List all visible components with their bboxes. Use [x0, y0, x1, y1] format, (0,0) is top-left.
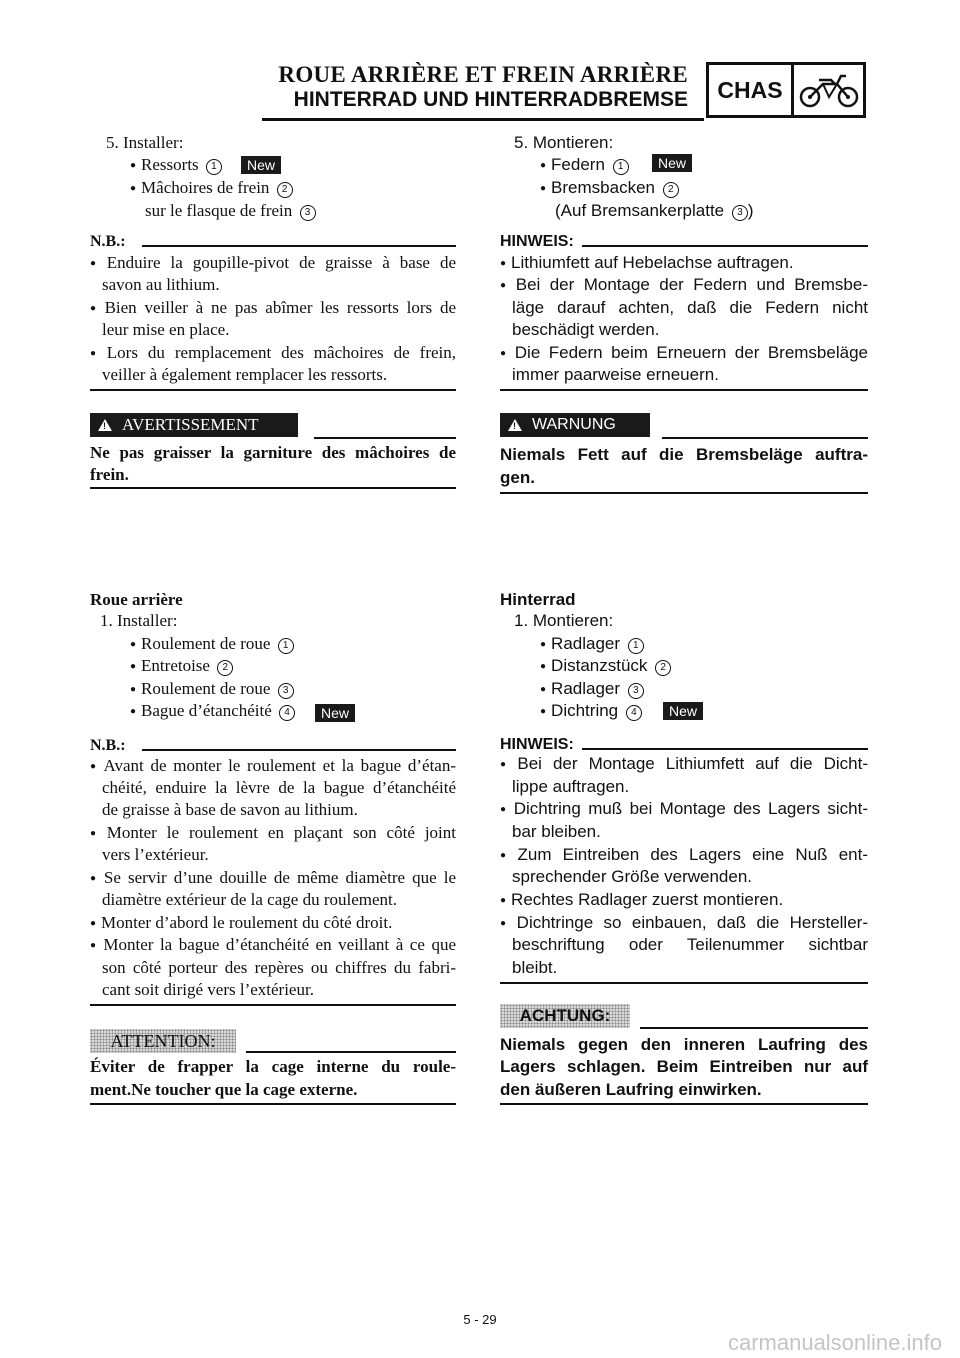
de-note2-line: bar bleiben. [512, 822, 601, 841]
fr-note1-head: N.B.: [90, 233, 126, 250]
fr-warning-line: Ne pas graisser la garniture des mâchoires de [90, 443, 456, 462]
fr-wheel-title: Roue arrière [90, 590, 183, 609]
caution-end-rule [500, 1103, 868, 1105]
fr-step5-item-1: ● Ressorts 1 [130, 154, 222, 179]
warning-end-rule [500, 492, 868, 494]
de-step5-sub: (Auf Bremsankerplatte 3 ) [555, 201, 754, 220]
fr-note2-line: de graisse à base de savon au lithium. [102, 800, 358, 819]
caution-end-rule [90, 1103, 456, 1105]
de-note2-line: ● Dichtring muß bei Montage des Lagers sicht- [500, 798, 868, 823]
header-rule [262, 118, 704, 121]
de-note2-line: ● Dichtringe so einbauen, daß die Hersteller- [500, 912, 868, 937]
note-rule [142, 245, 456, 247]
fr-note1-line: leur mise en place. [102, 320, 230, 339]
fr-warning-label: ! AVERTISSEMENT [90, 413, 298, 437]
de-step5-title: 5. Montieren: [514, 133, 614, 152]
caution-rule [640, 1027, 868, 1029]
de-note2-line: sprechender Größe verwenden. [512, 867, 753, 886]
fr-note2-line: ● Monter le roulement en plaçant son côté joint [90, 822, 456, 847]
de-note1-line: läge darauf achten, daß die Federn nicht [512, 298, 868, 317]
note-end-rule [90, 389, 456, 391]
fr-wheel-item-4: ● Bague d’étanchéité 4 [130, 700, 295, 725]
section-label: CHAS [709, 65, 794, 115]
fr-note2-line: chéité, enduire la lèvre de la bague d’étanchéité [102, 778, 456, 797]
note-rule [142, 749, 456, 751]
fr-warning-line: frein. [90, 465, 129, 484]
new-tag: New [315, 704, 355, 722]
de-warning-line: Niemals Fett auf die Bremsbeläge auftra- [500, 445, 868, 464]
de-caution-line: den äußeren Laufring einwirken. [500, 1080, 762, 1099]
note-end-rule [500, 982, 868, 984]
de-note2-line: lippe auftragen. [512, 777, 630, 796]
fr-note2-line: ● Monter d’abord le roulement du côté droit. [90, 912, 392, 937]
de-note1-line: ● Die Federn beim Erneuern der Bremsbeläge [500, 342, 868, 367]
de-wheel-step: 1. Montieren: [514, 611, 614, 630]
de-note2-line: beschriftung oder Teilenummer sichtbar [512, 935, 868, 954]
fr-note2-line: cant soit dirigé vers l’extérieur. [102, 980, 314, 999]
new-tag: New [663, 702, 703, 720]
fr-note2-line: ● Se servir d’une douille de même diamètre que le [90, 867, 456, 892]
header-title-de: HINTERRAD UND HINTERRADBREMSE [293, 88, 688, 111]
warning-icon: ! [98, 419, 112, 431]
de-caution-line: Niemals gegen den inneren Laufring des [500, 1035, 868, 1054]
caution-rule [246, 1051, 456, 1053]
fr-step5-item-2: ● Mâchoires de frein 2 [130, 177, 293, 202]
de-note1-line: beschädigt werden. [512, 320, 660, 339]
de-note1-line: ● Bei der Montage der Federn und Bremsbe- [500, 274, 868, 299]
de-caution-line: Lagers schlagen. Beim Eintreiben nur auf [500, 1057, 868, 1076]
de-note1-line: immer paarweise erneuern. [512, 365, 719, 384]
fr-note1-line: veiller à également remplacer les ressorts. [102, 365, 388, 384]
motorcycle-icon [794, 65, 863, 115]
de-warning-line: gen. [500, 468, 535, 487]
fr-note2-head: N.B.: [90, 737, 126, 754]
de-wheel-title: Hinterrad [500, 590, 576, 609]
fr-caution-line: ment.Ne toucher que la cage externe. [90, 1080, 358, 1099]
fr-note1-line: ● Bien veiller à ne pas abîmer les ressorts lors de [90, 297, 456, 322]
de-note2-head: HINWEIS: [500, 736, 574, 753]
de-wheel-item-3: ● Radlager 3 [540, 678, 644, 703]
fr-note1-line: savon au lithium. [102, 275, 220, 294]
fr-note1-line: ● Lors du remplacement des mâchoires de frein, [90, 342, 456, 367]
de-note2-line: ● Zum Eintreiben des Lagers eine Nuß ent- [500, 844, 868, 869]
note-end-rule [90, 1004, 456, 1006]
de-note1-head: HINWEIS: [500, 233, 574, 250]
de-note2-line: bleibt. [512, 958, 558, 977]
fr-note2-line: son côté porteur des repères ou chiffres du fabri- [102, 958, 456, 977]
de-wheel-item-4: ● Dichtring 4 [540, 700, 642, 725]
de-step5-item-1: ● Federn 1 [540, 154, 629, 179]
section-badge [706, 62, 866, 118]
de-warning-label: ! WARNUNG [500, 413, 650, 437]
fr-note1-line: ● Enduire la goupille-pivot de graisse à base de [90, 252, 456, 277]
warning-rule [314, 437, 456, 439]
header-title-fr: ROUE ARRIÈRE ET FREIN ARRIÈRE [278, 62, 688, 87]
de-wheel-item-1: ● Radlager 1 [540, 633, 644, 658]
new-tag: New [241, 156, 281, 174]
fr-wheel-item-1: ● Roulement de roue 1 [130, 633, 294, 658]
page-number: 5 - 29 [463, 1312, 497, 1327]
new-tag: New [652, 154, 692, 172]
fr-wheel-item-3: ● Roulement de roue 3 [130, 678, 294, 703]
de-caution-label: ACHTUNG: [500, 1004, 630, 1028]
warning-icon: ! [508, 419, 522, 431]
warning-end-rule [90, 487, 456, 489]
fr-note2-line: vers l’extérieur. [102, 845, 209, 864]
de-note2-line: ● Bei der Montage Lithiumfett auf die Dicht- [500, 753, 868, 778]
note-rule [582, 748, 868, 750]
de-wheel-item-2: ● Distanzstück 2 [540, 655, 671, 680]
warning-rule [662, 437, 868, 439]
de-note2-line: ● Rechtes Radlager zuerst montieren. [500, 889, 783, 914]
watermark: carmanualsonline.info [727, 1330, 942, 1355]
fr-note2-line: diamètre extérieur de la cage du roulement. [102, 890, 397, 909]
fr-note2-line: ● Avant de monter le roulement et la bague d’étan- [90, 755, 456, 780]
fr-note2-line: ● Monter la bague d’étanchéité en veillant à ce que [90, 934, 456, 959]
de-step5-item-2: ● Bremsbacken 2 [540, 177, 679, 202]
fr-wheel-item-2: ● Entretoise 2 [130, 655, 233, 680]
fr-caution-label: ATTENTION: [90, 1029, 236, 1053]
note-end-rule [500, 389, 868, 391]
fr-caution-line: Éviter de frapper la cage interne du roule- [90, 1057, 456, 1076]
fr-step5-sub: sur le flasque de frein 3 [145, 200, 316, 222]
fr-step5-title: 5. Installer: [106, 133, 184, 152]
note-rule [582, 245, 868, 247]
fr-wheel-step: 1. Installer: [100, 611, 178, 630]
de-note1-line: ● Lithiumfett auf Hebelachse auftragen. [500, 252, 794, 277]
